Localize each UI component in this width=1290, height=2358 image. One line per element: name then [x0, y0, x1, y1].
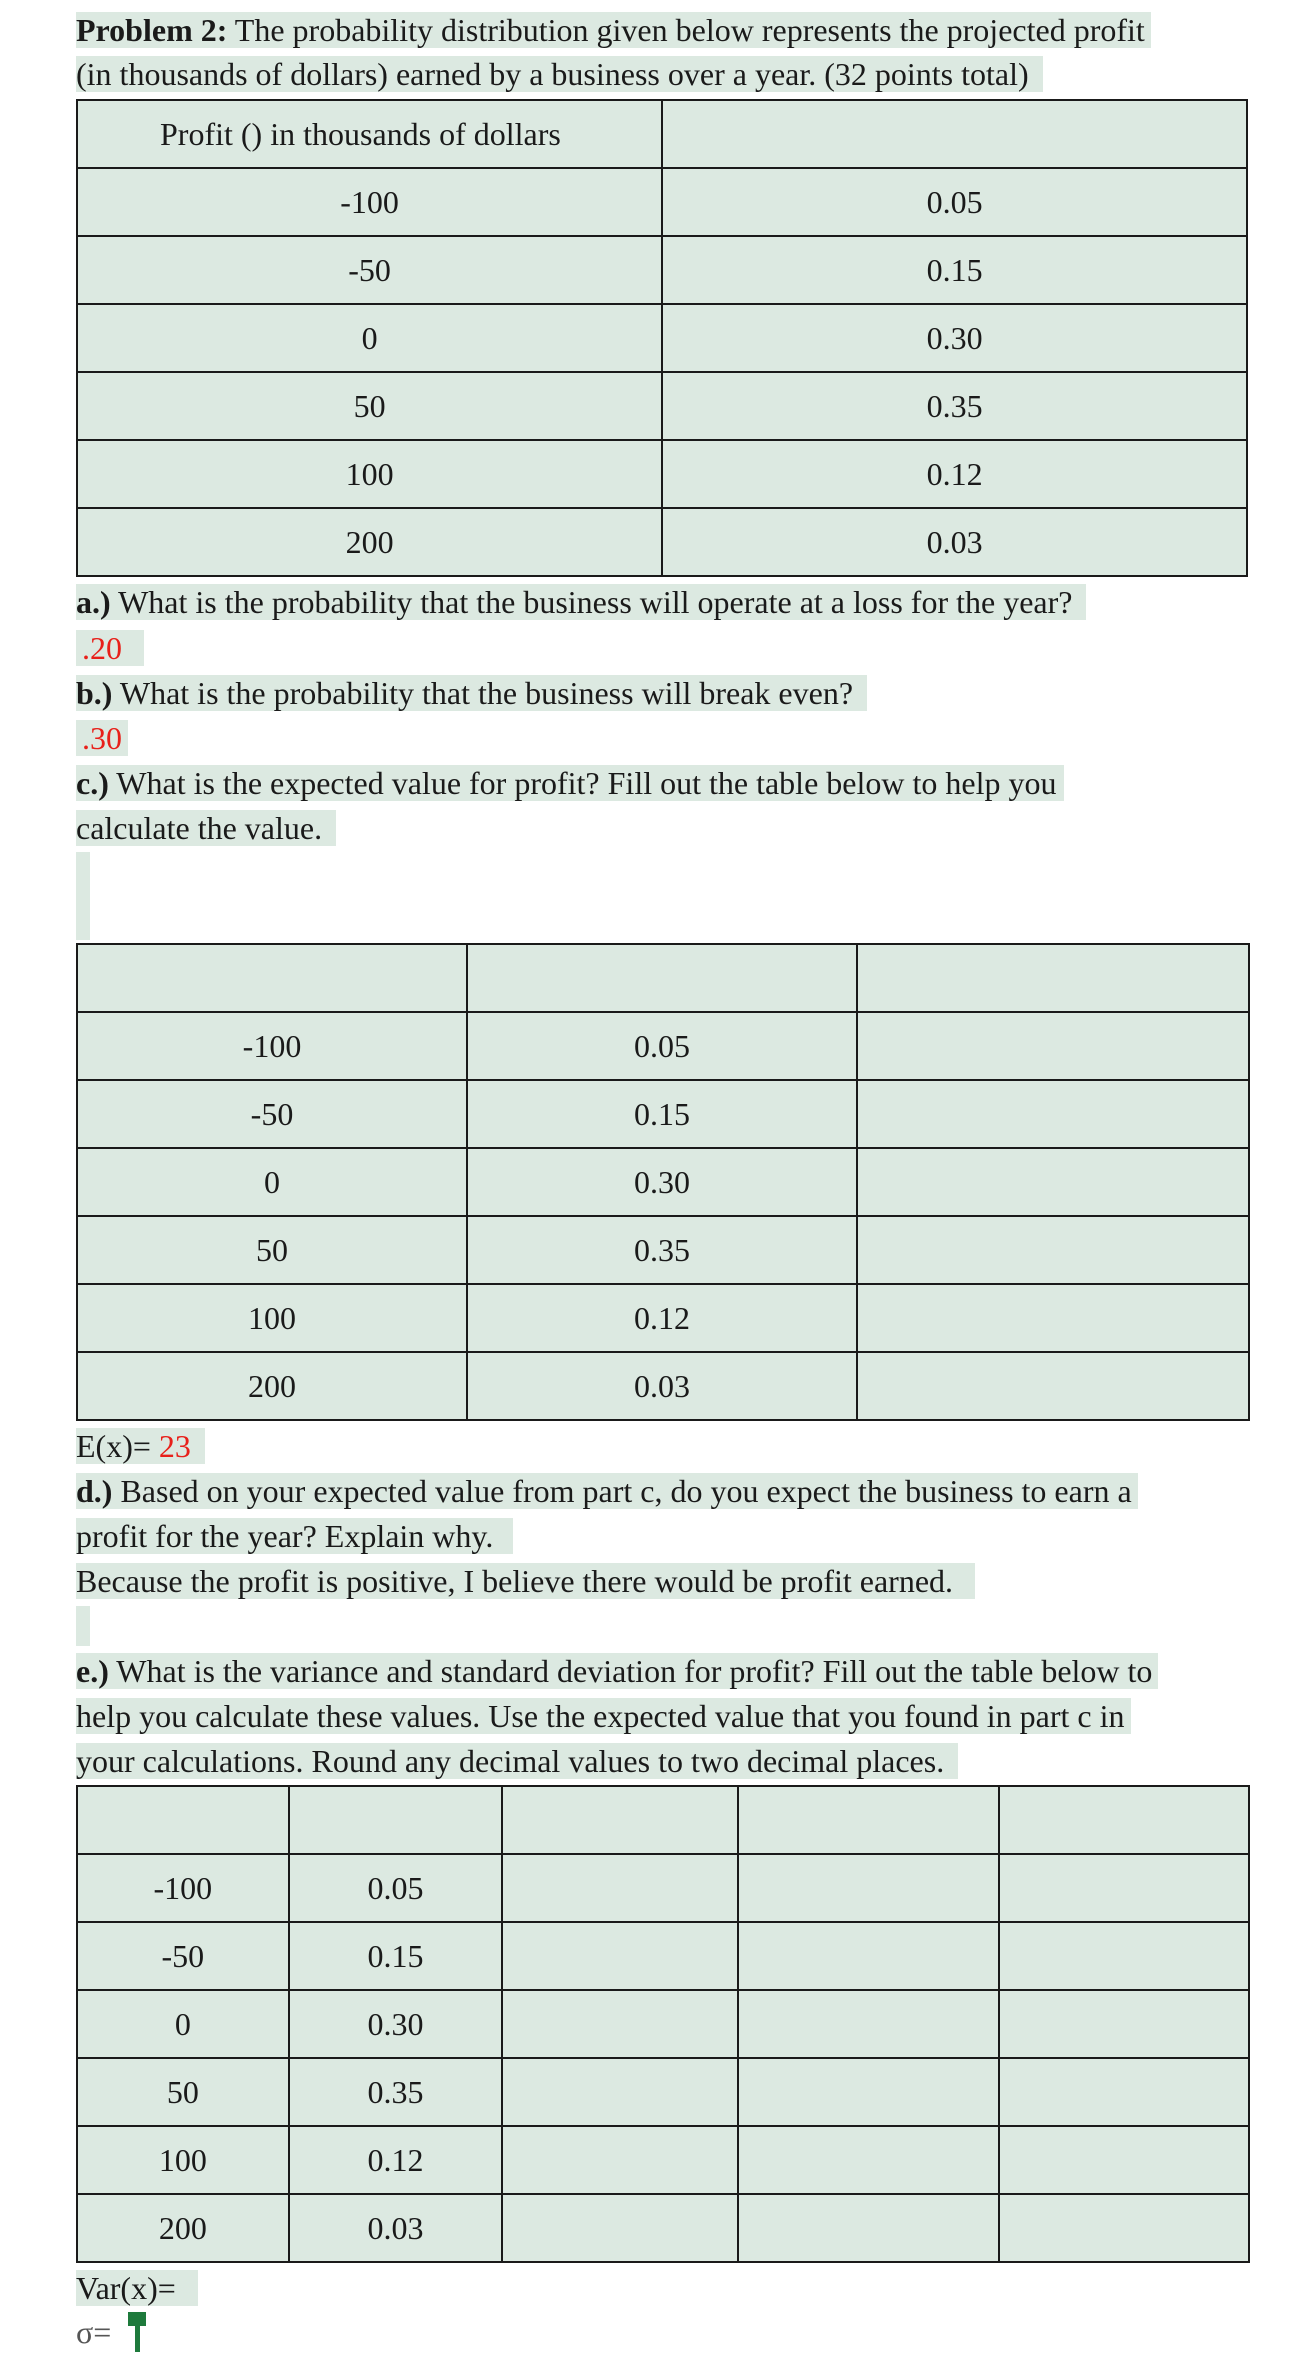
problem-label: Problem 2:	[76, 12, 228, 48]
table-row-cell	[857, 1284, 1249, 1352]
table-header-row-cell	[77, 1786, 289, 1854]
part-a-answer: .20	[76, 630, 144, 666]
table-header-row-cell	[999, 1786, 1249, 1854]
std-dev-label: σ=	[76, 2314, 112, 2350]
table-row	[77, 1352, 1249, 1420]
table-row	[77, 2126, 1249, 2194]
table-row-cell: 0.05	[289, 1854, 503, 1922]
table-row-cell: 100	[77, 2126, 289, 2194]
table-row-cell	[502, 1990, 738, 2058]
table-row-cell	[738, 2058, 1000, 2126]
table-row-cell: 0.03	[289, 2194, 503, 2262]
part-a-label: a.)	[76, 584, 111, 620]
table-header-row	[77, 944, 1249, 1012]
table-row	[77, 508, 1247, 576]
table-row-cell: 100	[77, 1284, 467, 1352]
table-row-cell	[738, 2126, 1000, 2194]
expected-value-answer: 23	[158, 1428, 191, 1464]
table-row-cell: -100	[77, 1854, 289, 1922]
table-row-cell: 0.35	[289, 2058, 503, 2126]
table-header-row-cell	[502, 1786, 738, 1854]
part-b-answer: .30	[76, 720, 128, 756]
table-row-cell: 0	[77, 1148, 467, 1216]
table-row	[77, 1922, 1249, 1990]
part-c-question-line1	[76, 761, 1064, 805]
table-row-cell	[502, 1854, 738, 1922]
table-row	[77, 1854, 1249, 1922]
table-row	[77, 236, 1247, 304]
table-row-cell	[999, 1922, 1249, 1990]
part-b-answer-line	[76, 716, 128, 760]
std-dev-line	[76, 2310, 111, 2354]
table-header-row-cell	[857, 944, 1249, 1012]
part-c-text-2: calculate the value.	[76, 810, 336, 846]
table-row-cell	[999, 2058, 1249, 2126]
part-d-label: d.)	[76, 1473, 113, 1509]
problem-statement-line1	[76, 8, 1151, 52]
table-row-cell: 0.30	[662, 304, 1247, 372]
table-row-cell	[857, 1080, 1249, 1148]
problem-text-2: (in thousands of dollars) earned by a business over a year. (32 points total)	[76, 56, 1043, 92]
table-row-cell: -100	[77, 168, 662, 236]
profit-probability-table	[76, 99, 1248, 577]
part-d-answer: Because the profit is positive, I believe there would be profit earned.	[76, 1563, 975, 1599]
text-cursor[interactable]	[135, 2312, 140, 2352]
expected-value-table-body	[77, 944, 1249, 1420]
part-a-answer-line	[76, 626, 144, 670]
variance-label: Var(x)=	[76, 2270, 198, 2306]
part-c-label: c.)	[76, 765, 109, 801]
table-row-cell: 0.30	[289, 1990, 503, 2058]
part-d-answer-line	[76, 1559, 975, 1603]
part-d-question-line1	[76, 1469, 1138, 1513]
table-row	[77, 2058, 1249, 2126]
problem-text-1: The probability distribution given below represents the projected profit	[227, 12, 1145, 48]
table-header-row	[77, 1786, 1249, 1854]
part-e-text-3: your calculations. Round any decimal values to two decimal places.	[76, 1743, 958, 1779]
table-row-cell: -50	[77, 236, 662, 304]
table-row-cell: 0	[77, 304, 662, 372]
part-c-question-line2	[76, 806, 336, 850]
table-row-cell	[738, 1990, 1000, 2058]
part-a-question	[76, 580, 1086, 624]
table-row-cell: 0.12	[289, 2126, 503, 2194]
part-b-label: b.)	[76, 675, 113, 711]
table-row-cell: 0.15	[662, 236, 1247, 304]
table-row-cell: 0	[77, 1990, 289, 2058]
table-row-cell: 0.05	[662, 168, 1247, 236]
table-row	[77, 1012, 1249, 1080]
part-c-text-1: What is the expected value for profit? Fill out the table below to help you	[108, 765, 1057, 801]
table-row-cell	[738, 1922, 1000, 1990]
table-row-cell: 0.05	[467, 1012, 857, 1080]
table-row-cell: 50	[77, 1216, 467, 1284]
table-row-cell: 0.15	[467, 1080, 857, 1148]
part-e-question-line1	[76, 1649, 1158, 1693]
table-row-cell: 50	[77, 372, 662, 440]
empty-line-highlight	[76, 1606, 90, 1646]
table-row-cell	[999, 2126, 1249, 2194]
table-header-row-cell	[77, 944, 467, 1012]
variance-table-body	[77, 1786, 1249, 2262]
part-e-text-2: help you calculate these values. Use the expected value that you found in part c in	[76, 1698, 1131, 1734]
part-a-text: What is the probability that the business will operate at a loss for the year?	[110, 584, 1073, 620]
table-header-row-cell	[662, 100, 1247, 168]
table-row-cell	[502, 2194, 738, 2262]
table-row-cell: 0.12	[662, 440, 1247, 508]
table-row	[77, 1990, 1249, 2058]
table-row-cell	[738, 1854, 1000, 1922]
table-row-cell	[857, 1216, 1249, 1284]
table-row-cell: 0.15	[289, 1922, 503, 1990]
table-row-cell	[857, 1012, 1249, 1080]
table-row	[77, 1148, 1249, 1216]
table-row-cell: 50	[77, 2058, 289, 2126]
table-row-cell: -100	[77, 1012, 467, 1080]
table-row-cell: 0.03	[467, 1352, 857, 1420]
table-header-row	[77, 100, 1247, 168]
table-row-cell: -50	[77, 1922, 289, 1990]
table-row	[77, 372, 1247, 440]
expected-value-line	[76, 1424, 205, 1468]
table-row	[77, 304, 1247, 372]
part-e-label: e.)	[76, 1653, 109, 1689]
part-d-text-2: profit for the year? Explain why.	[76, 1518, 513, 1554]
table-row-cell: 0.12	[467, 1284, 857, 1352]
table-row	[77, 168, 1247, 236]
part-b-question	[76, 671, 867, 715]
table-row	[77, 2194, 1249, 2262]
part-e-question-line3	[76, 1739, 958, 1783]
table-row-cell	[738, 2194, 1000, 2262]
table-header-row-cell	[289, 1786, 503, 1854]
table-row-cell: 0.35	[467, 1216, 857, 1284]
table-row-cell: 0.03	[662, 508, 1247, 576]
part-b-text: What is the probability that the business will break even?	[112, 675, 854, 711]
part-d-text-1: Based on your expected value from part c, do you expect the business to earn a	[112, 1473, 1132, 1509]
table-row-cell	[502, 2058, 738, 2126]
table-row	[77, 440, 1247, 508]
table-row-cell	[502, 1922, 738, 1990]
table-header-row-cell	[467, 944, 857, 1012]
table-row-cell: 0.30	[467, 1148, 857, 1216]
profit-probability-table-body	[77, 100, 1247, 576]
part-e-text-1: What is the variance and standard deviation for profit? Fill out the table below to	[108, 1653, 1153, 1689]
table-row-cell: 200	[77, 2194, 289, 2262]
empty-paragraph-highlight	[76, 852, 90, 940]
table-header-row-cell: Profit () in thousands of dollars	[77, 100, 662, 168]
table-row	[77, 1284, 1249, 1352]
expected-value-label: E(x)=	[76, 1428, 159, 1464]
part-e-question-line2	[76, 1694, 1131, 1738]
table-row-cell: 200	[77, 508, 662, 576]
expected-value-table	[76, 943, 1250, 1421]
table-row	[77, 1080, 1249, 1148]
table-row-cell: 0.35	[662, 372, 1247, 440]
table-row-cell: 200	[77, 1352, 467, 1420]
table-row-cell	[999, 1854, 1249, 1922]
table-header-row-cell	[738, 1786, 1000, 1854]
table-row-cell	[857, 1352, 1249, 1420]
table-row-cell	[857, 1148, 1249, 1216]
table-row-cell	[502, 2126, 738, 2194]
problem-statement-line2	[76, 52, 1043, 96]
table-row-cell: 100	[77, 440, 662, 508]
table-row	[77, 1216, 1249, 1284]
variance-table	[76, 1785, 1250, 2263]
variance-line	[76, 2266, 198, 2310]
table-row-cell	[999, 1990, 1249, 2058]
table-row-cell: -50	[77, 1080, 467, 1148]
table-row-cell	[999, 2194, 1249, 2262]
part-d-question-line2	[76, 1514, 513, 1558]
